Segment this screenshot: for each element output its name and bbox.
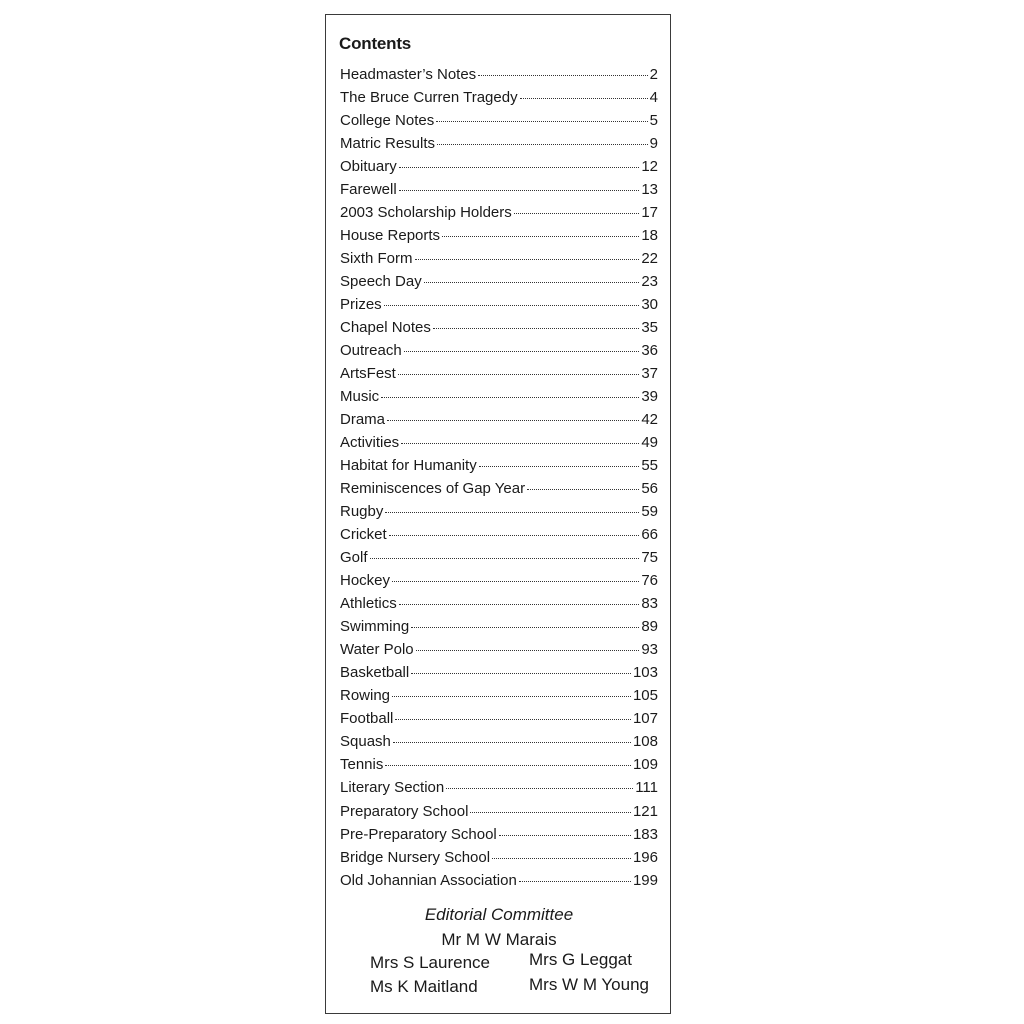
toc-entry-page: 108	[632, 733, 658, 751]
dot-leader	[381, 397, 639, 398]
toc-entry-page: 89	[641, 618, 658, 636]
toc-entry-page: 49	[641, 434, 658, 452]
toc-entry-page: 105	[632, 687, 658, 705]
toc-entry	[340, 615, 658, 638]
toc-entry	[340, 753, 658, 776]
committee-member: Mrs W M Young	[529, 975, 649, 994]
dot-leader	[478, 75, 647, 76]
dot-leader	[519, 881, 631, 882]
dot-leader	[499, 835, 631, 836]
committee-member: Ms K Maitland	[370, 977, 478, 996]
committee-chair: Mr M W Marais	[441, 930, 557, 949]
toc-entry	[340, 201, 658, 224]
dot-leader	[442, 236, 639, 237]
toc-entry-page: 83	[641, 595, 658, 613]
toc-entry-title: Golf	[340, 549, 368, 567]
toc-entry-title: Reminiscences of Gap Year	[340, 480, 526, 498]
toc-entry-page: 76	[641, 572, 658, 590]
toc-entry-page: 5	[649, 112, 658, 130]
toc-entry-title: Old Johannian Association	[340, 871, 517, 889]
toc-entry-title: Outreach	[340, 342, 402, 360]
toc-entry-title: Football	[340, 710, 394, 728]
dot-leader	[370, 558, 640, 559]
toc-entry	[340, 385, 658, 408]
toc-entry	[340, 454, 658, 477]
dot-leader	[404, 351, 640, 352]
toc-entry	[340, 546, 658, 569]
toc-entry	[340, 569, 658, 592]
toc-entry-title: ArtsFest	[340, 365, 396, 383]
toc-entry	[340, 846, 658, 869]
toc-entry-page: 111	[635, 779, 658, 797]
dot-leader	[385, 512, 639, 513]
toc-entry-page: 30	[641, 296, 658, 314]
dot-leader	[399, 190, 640, 191]
toc-entry	[340, 362, 658, 385]
toc-entry-title: Rowing	[340, 687, 391, 705]
toc-entry-title: College Notes	[340, 112, 435, 130]
dot-leader	[514, 213, 640, 214]
dot-leader	[392, 696, 631, 697]
toc-entry-page: 18	[641, 227, 658, 245]
dot-leader	[411, 673, 631, 674]
toc-entry-title: Squash	[340, 733, 391, 751]
toc-entry-title: Hockey	[340, 572, 391, 590]
dot-leader	[401, 443, 639, 444]
toc-entry-title: Swimming	[340, 618, 410, 636]
dot-leader	[446, 788, 633, 789]
toc-entry-title: Tennis	[340, 756, 384, 774]
toc-entry-title: Sixth Form	[340, 250, 413, 268]
toc-entry-page: 42	[641, 411, 658, 429]
dot-leader	[384, 305, 640, 306]
dot-leader	[436, 121, 647, 122]
committee-member: Mrs S Laurence	[370, 953, 490, 972]
toc-entry	[340, 800, 658, 823]
contents-title: Contents	[339, 34, 412, 53]
dot-leader	[527, 489, 639, 490]
toc-entry-title: Headmaster’s Notes	[340, 66, 477, 83]
dot-leader	[479, 466, 640, 467]
dot-leader	[415, 259, 640, 260]
toc-entry-page: 55	[641, 457, 658, 475]
dot-leader	[395, 719, 631, 720]
toc-entry-page: 17	[641, 204, 658, 222]
toc-entry-title: 2003 Scholarship Holders	[340, 204, 512, 222]
dot-leader	[399, 604, 640, 605]
toc-entry-page: 37	[641, 365, 658, 383]
toc-entry-title: Water Polo	[340, 641, 414, 659]
toc-entry	[340, 86, 658, 109]
toc-entry-page: 13	[641, 181, 658, 199]
dot-leader	[470, 812, 631, 813]
toc-entry-page: 9	[649, 135, 658, 153]
toc-entry-page: 2	[649, 66, 658, 83]
toc-entry	[340, 500, 658, 523]
toc-entry-page: 36	[641, 342, 658, 360]
toc-entry-title: House Reports	[340, 227, 441, 245]
toc-entry-page: 12	[641, 158, 658, 176]
dot-leader	[433, 328, 639, 329]
toc-entry	[340, 592, 658, 615]
toc-entry-title: Athletics	[340, 595, 397, 613]
toc-entry	[340, 224, 658, 247]
toc-entry	[340, 63, 658, 86]
toc-entry	[340, 730, 658, 753]
toc-entry	[340, 339, 658, 362]
toc-entry-page: 4	[649, 89, 658, 107]
toc-entry-page: 196	[632, 848, 658, 866]
toc-entry	[340, 869, 658, 892]
toc-entry	[340, 823, 658, 846]
toc-entry	[340, 523, 658, 546]
committee-member: Mrs G Leggat	[529, 950, 632, 969]
toc-entry	[340, 661, 658, 684]
toc-entry-title: Prizes	[340, 296, 382, 314]
toc-entry-title: Bridge Nursery School	[340, 848, 491, 866]
toc-entry-title: Literary Section	[340, 779, 445, 797]
toc-entry	[340, 477, 658, 500]
dot-leader	[385, 765, 631, 766]
toc-entry	[340, 638, 658, 661]
toc-entry-page: 121	[632, 802, 658, 820]
toc-entry-page: 35	[641, 319, 658, 337]
toc-entry	[340, 270, 658, 293]
toc-entry-title: Farewell	[340, 181, 397, 199]
toc-entry	[340, 247, 658, 270]
toc-entry-title: Drama	[340, 411, 386, 429]
toc-entry-title: Chapel Notes	[340, 319, 431, 337]
toc-entry-title: Basketball	[340, 664, 410, 682]
toc-entry	[340, 431, 658, 454]
dot-leader	[387, 420, 639, 421]
toc-entry-title: Obituary	[340, 158, 397, 176]
toc-entry	[340, 132, 658, 155]
toc-entry	[340, 316, 658, 339]
toc-entry-page: 59	[641, 503, 658, 521]
dot-leader	[389, 535, 640, 536]
toc-entry-page: 93	[641, 641, 658, 659]
toc-entry-title: Activities	[340, 434, 400, 452]
dot-leader	[520, 98, 648, 99]
toc-entry	[340, 707, 658, 730]
toc-entry	[340, 178, 658, 201]
committee-heading: Editorial Committee	[424, 905, 574, 924]
dot-leader	[392, 581, 639, 582]
dot-leader	[416, 650, 640, 651]
toc-entry-title: Rugby	[340, 503, 384, 521]
toc-entry-title: Matric Results	[340, 135, 436, 153]
toc-entry	[340, 109, 658, 132]
dot-leader	[411, 627, 639, 628]
dot-leader	[398, 374, 639, 375]
toc-entry-page: 23	[641, 273, 658, 291]
dot-leader	[393, 742, 631, 743]
toc-entry-page: 107	[632, 710, 658, 728]
toc-entry	[340, 684, 658, 707]
dot-leader	[399, 167, 640, 168]
toc-entry-page: 66	[641, 526, 658, 544]
toc-entry-page: 109	[632, 756, 658, 774]
toc-entry-title: The Bruce Curren Tragedy	[340, 89, 518, 107]
toc-entry-page: 75	[641, 549, 658, 567]
toc-entry-title: Pre-Preparatory School	[340, 825, 497, 843]
dot-leader	[437, 144, 648, 145]
toc-entry	[340, 776, 658, 799]
dot-leader	[492, 858, 631, 859]
toc-entry-title: Cricket	[340, 526, 387, 544]
dot-leader	[424, 282, 640, 283]
toc-entry	[340, 155, 658, 178]
toc-entry-page: 22	[641, 250, 658, 268]
table-of-contents	[340, 63, 658, 892]
toc-entry-title: Habitat for Humanity	[340, 457, 477, 475]
contents-page	[325, 14, 671, 1014]
toc-entry	[340, 293, 658, 316]
toc-entry-title: Preparatory School	[340, 802, 469, 820]
toc-entry-title: Speech Day	[340, 273, 422, 291]
toc-entry-page: 56	[641, 480, 658, 498]
toc-entry-title: Music	[340, 388, 380, 406]
toc-entry-page: 39	[641, 388, 658, 406]
toc-entry-page: 183	[632, 825, 658, 843]
toc-entry-page: 199	[632, 871, 658, 889]
toc-entry-page: 103	[632, 664, 658, 682]
toc-entry	[340, 408, 658, 431]
